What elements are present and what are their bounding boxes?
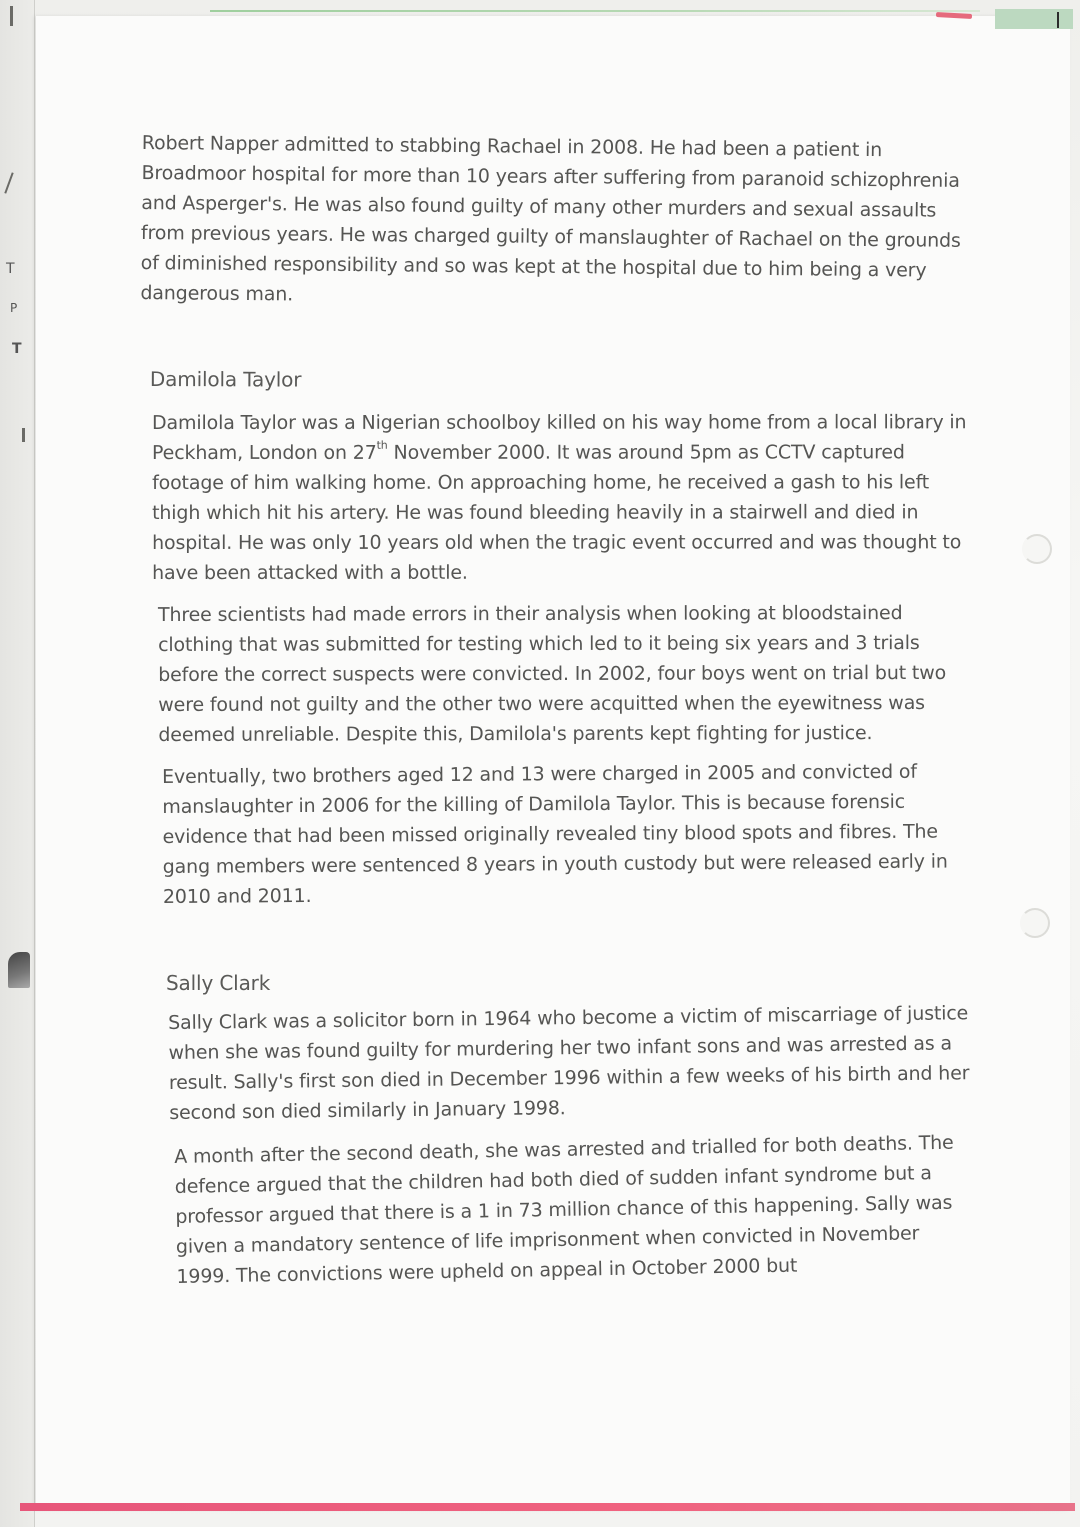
damilola-p1-text-a: Damilola Taylor was a Nigerian schoolboy killed on his way home from a local library in Peckham, London on 27: [152, 411, 967, 464]
sally-paragraph-1: Sally Clark was a solicitor born in 1964 who become a victim of miscarriage of justice when she was found guilty for murdering her two infant sons and was arrested as a result. Sally's first son died in December 1996 within a few weeks of his birth and her second son died similarly in January 1998.: [168, 1002, 970, 1124]
underlying-fragment-2: P: [10, 301, 18, 315]
sally-clark-heading: Sally Clark: [166, 971, 271, 995]
green-index-tab: [995, 9, 1073, 29]
punch-hole-bottom: [1020, 908, 1050, 938]
top-rule-line: [210, 10, 980, 12]
damilola-paragraph-3: Eventually, two brothers aged 12 and 13 were charged in 2005 and convicted of manslaughter in 2006 for the killing of Damilola Taylor. This is because forensic evidence that had been missed originally revealed tiny blood spots and fibres. The gang members were sentenced 8 years in youth custody but were released early in 2010 and 2011.: [162, 760, 948, 908]
napper-paragraph: Robert Napper admitted to stabbing Rachael in 2008. He had been a patient in Broadmoor hospital for more than 10 years after suffering from paranoid schizophrenia and Asperger's. He was also found guilty of many other murders and sexual assaults from previous years. He was charged guilty of manslaughter of Rachael on the grounds of diminished responsibility and so was kept at the hospital due to him being a very dangerous man.: [140, 131, 961, 306]
underlying-mark: [10, 6, 13, 26]
underlying-page-edge: [0, 0, 35, 1527]
underlying-fragment-3: T: [12, 341, 22, 357]
document-body: [142, 128, 972, 1292]
underlying-mark: [4, 172, 13, 193]
damilola-paragraph-2: Three scientists had made errors in their analysis when looking at bloodstained clothing that was submitted for testing which led to it being six years and 3 trials before the correct suspects were convicted. In 2002, four boys went on trial but two were found not guilty and the other two were acquitted when the eyewitness was deemed unreliable. Despite this, Damilola's parents kept fighting for justice.: [158, 602, 947, 746]
punch-hole-top: [1022, 534, 1052, 564]
damilola-taylor-heading: Damilola Taylor: [149, 367, 302, 392]
binder-clip: [8, 952, 30, 988]
damilola-p1-text-b: November 2000. It was around 5pm as CCTV captured footage of him walking home. On approaching home, he received a gash to his left thigh which hit his artery. He was found bleeding heavily in a stairwell and died in hospital. He was only 10 years old when the tragic event occurred and was thought to have been attacked with a bottle.: [152, 441, 962, 584]
pink-bottom-edge: [20, 1503, 1075, 1511]
underlying-mark: [22, 428, 25, 442]
underlying-fragment-1: T: [6, 261, 15, 277]
ordinal-superscript: th: [376, 438, 388, 452]
sally-paragraph-2: A month after the second death, she was arrested and trialled for both deaths. The defence argued that the children had both died of sudden infant syndrome but a professor argued that there is a 1 in 73 million chance of this happening. Sally was given a mandatory sentence of life imprisonment when convicted in November 1999. The convictions were upheld on appeal in October 2000 but: [174, 1131, 954, 1288]
damilola-paragraph-1: [152, 407, 972, 588]
